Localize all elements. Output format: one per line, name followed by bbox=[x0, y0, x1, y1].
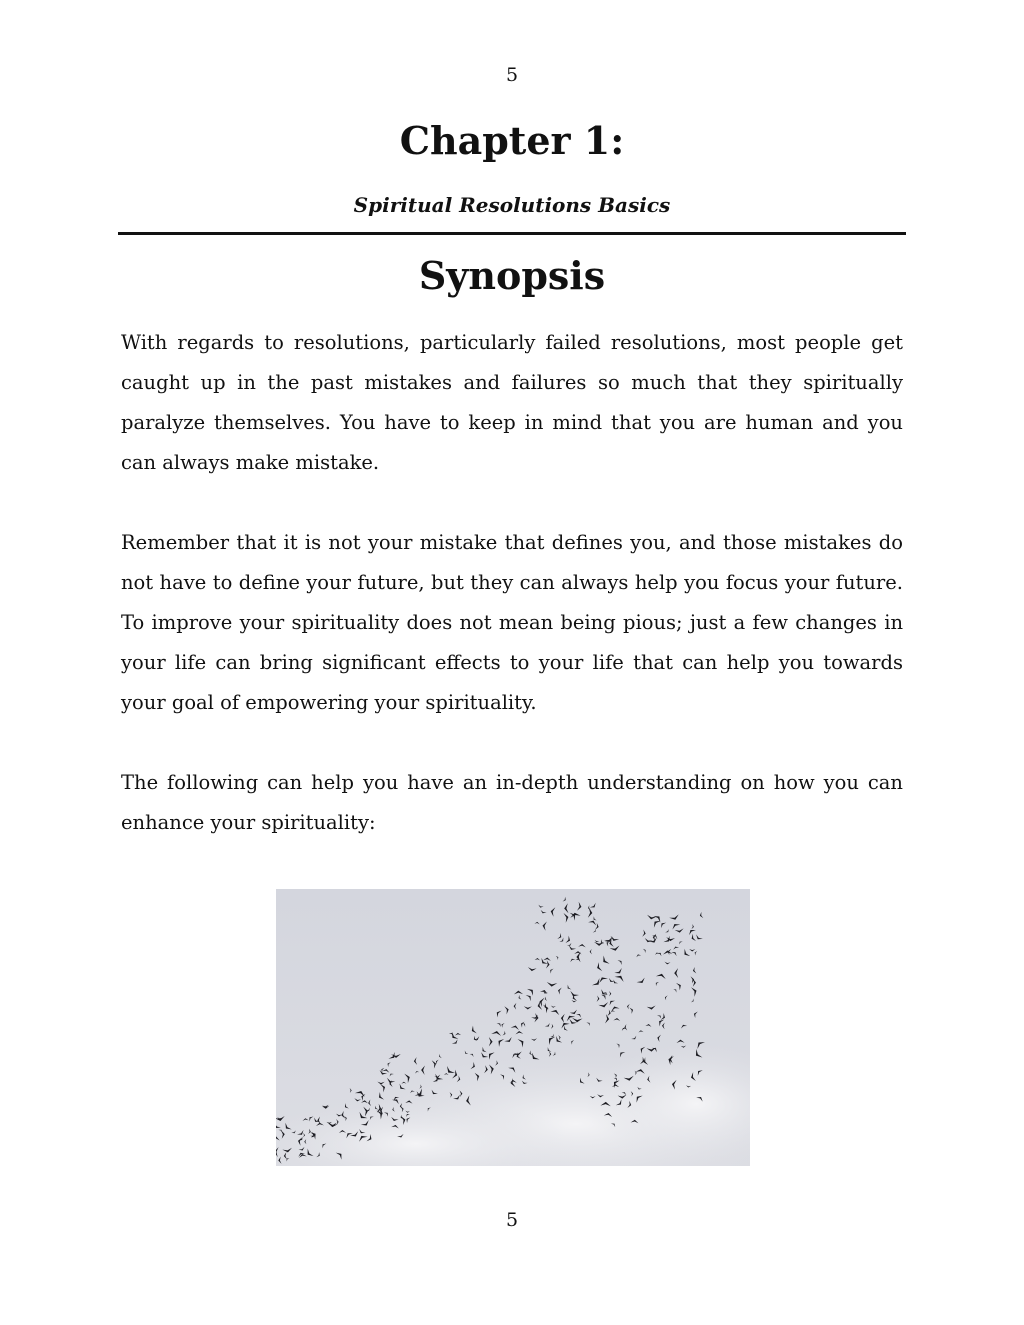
paragraph: With regards to resolutions, particularly failed resolutions, most people get caught up in the past mistakes and failures so much that they spiritually paralyze themselves. You have to keep in mind that you are human and you can always make mistake. bbox=[121, 331, 903, 474]
flock-of-birds-photo bbox=[276, 889, 750, 1166]
page-number-top: 5 bbox=[505, 64, 519, 86]
body-text bbox=[121, 323, 903, 883]
divider-rule bbox=[118, 232, 906, 235]
paragraph: The following can help you have an in-depth understanding on how you can enhance your spirituality: bbox=[121, 771, 903, 834]
chapter-subtitle: Spiritual Resolutions Basics bbox=[353, 193, 671, 217]
section-title: Synopsis bbox=[418, 253, 606, 298]
chapter-title: Chapter 1: bbox=[399, 118, 625, 163]
page-number-bottom: 5 bbox=[505, 1209, 519, 1231]
paragraph: Remember that it is not your mistake that defines you, and those mistakes do not have to define your future, but they can always help you focus your future. To improve your spirituality does not mean being pious; just a few changes in your life can bring significant effects to your life that can help you towards your goal of empowering your spirituality. bbox=[121, 531, 903, 714]
